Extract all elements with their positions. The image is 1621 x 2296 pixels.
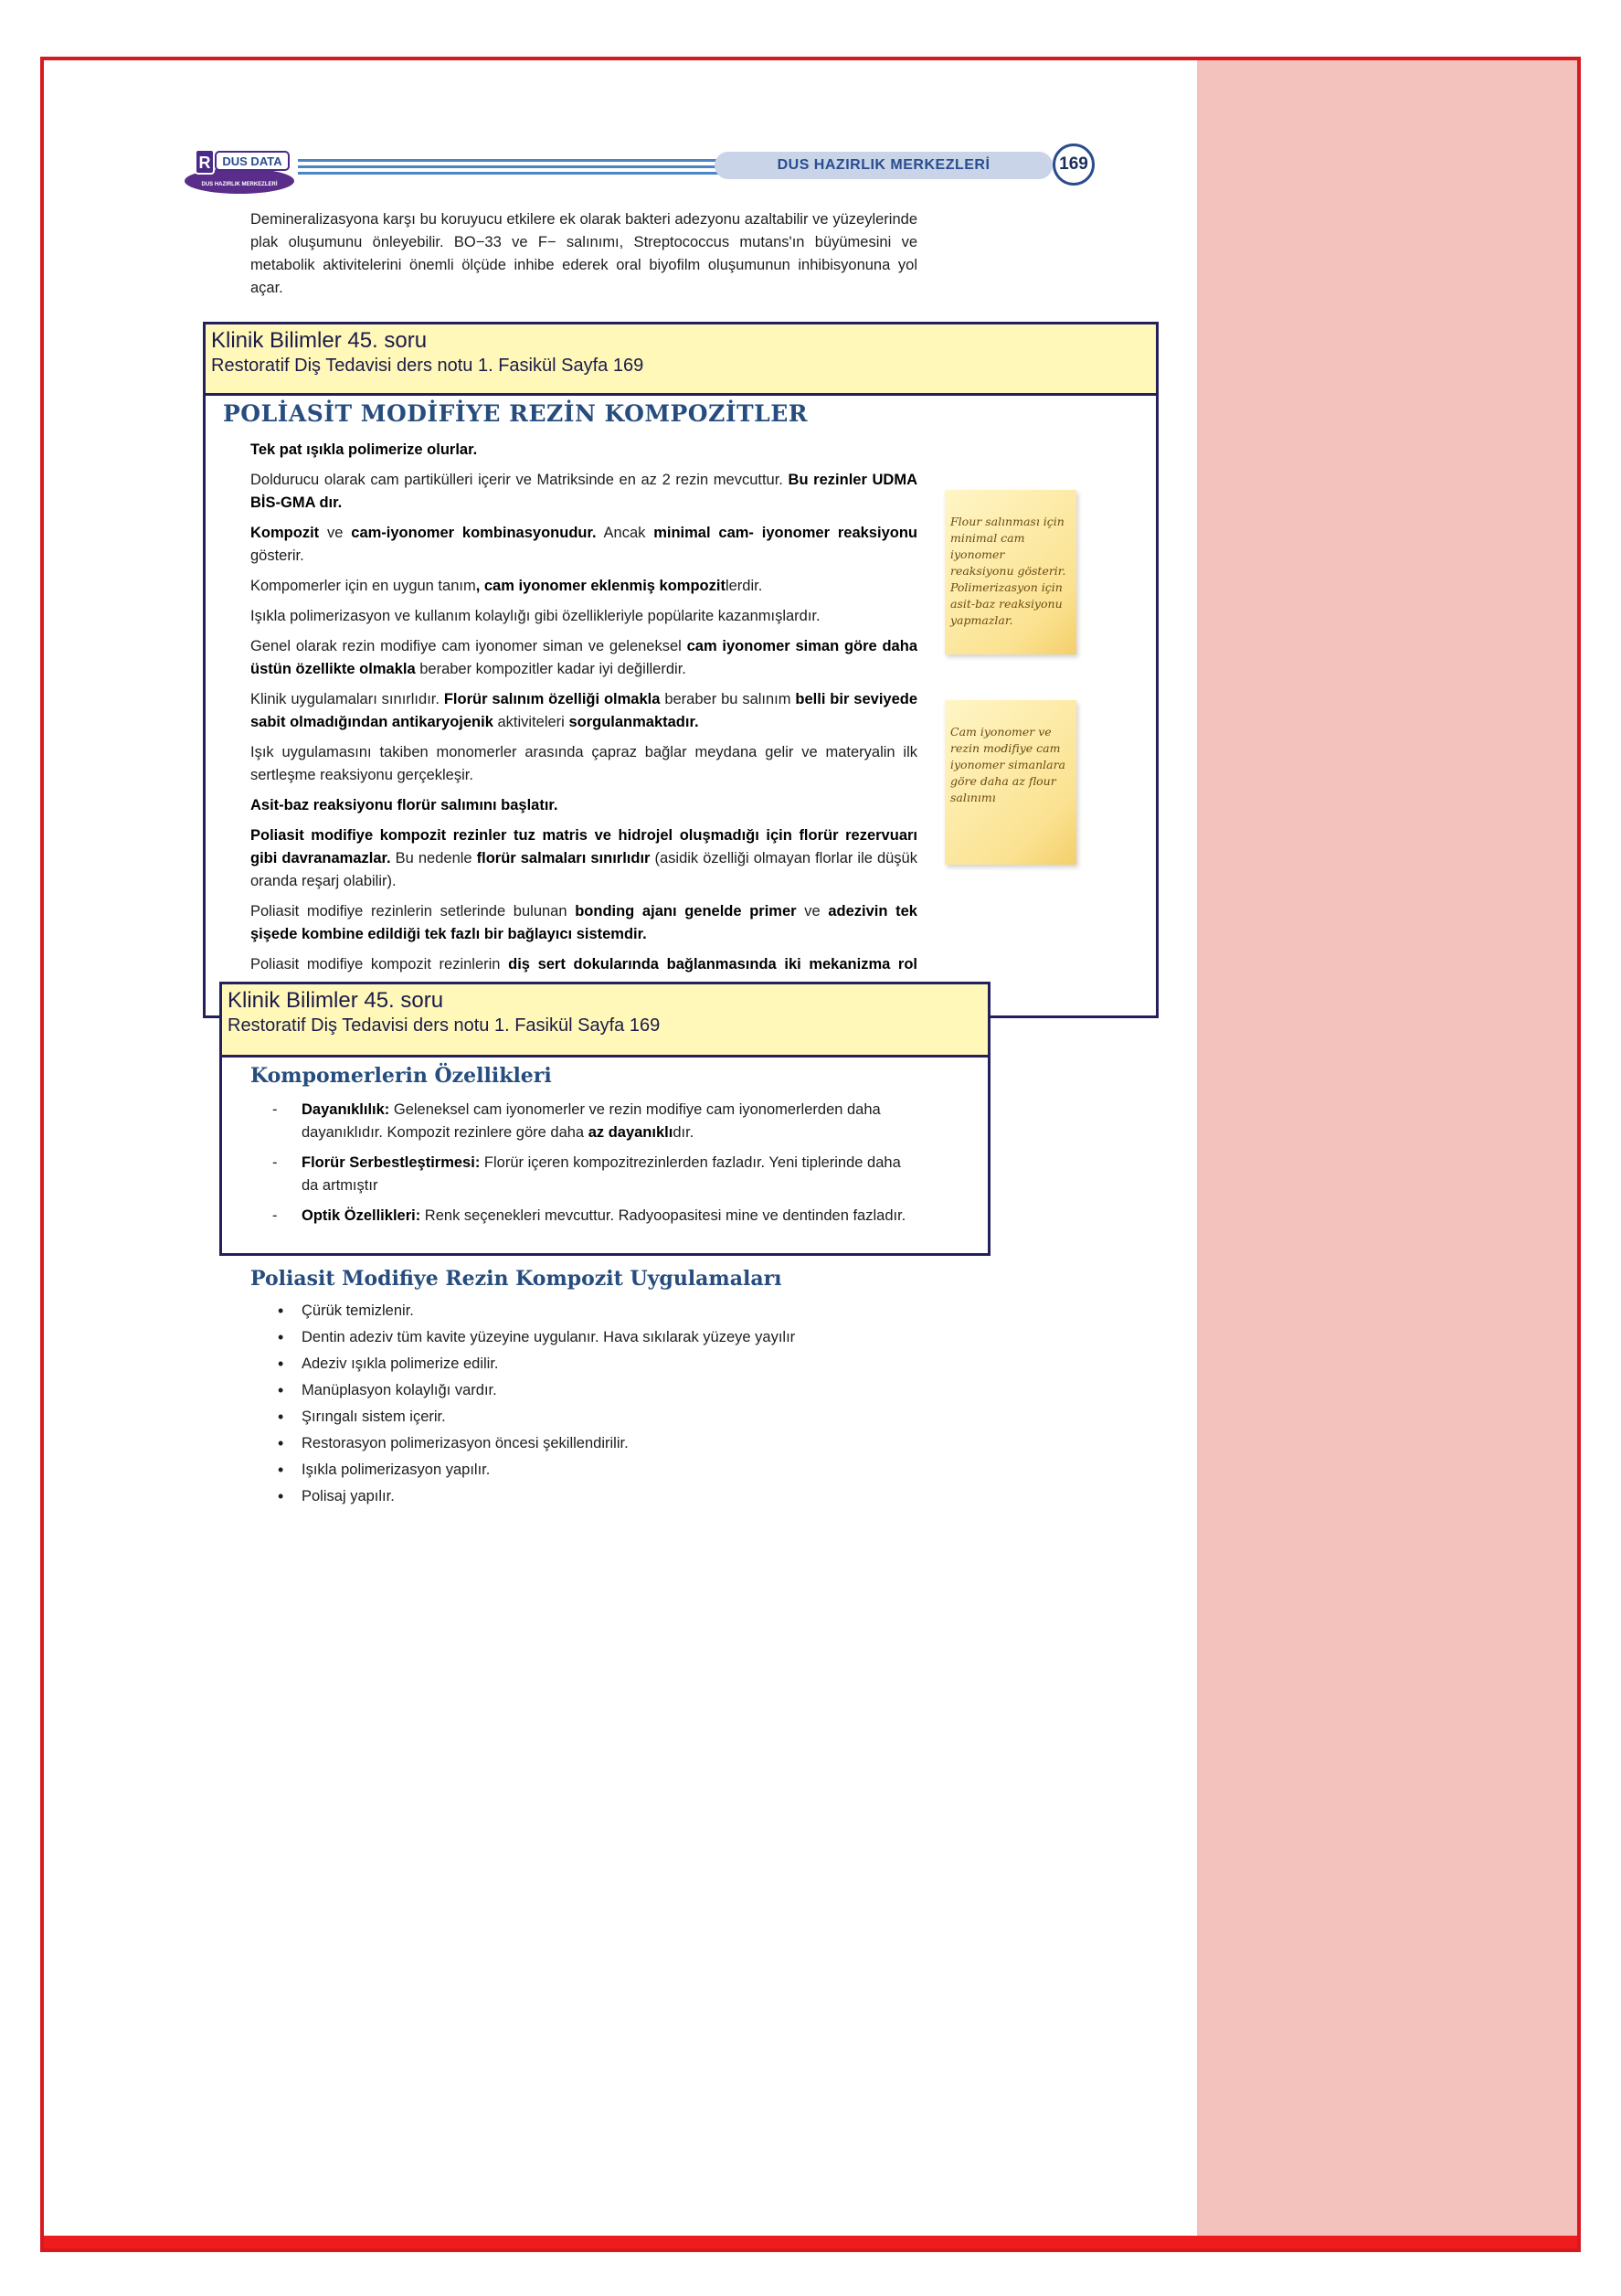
side-panel: [1197, 60, 1581, 2248]
application-step: • Işıkla polimerizasyon yapılır.: [250, 1459, 917, 1482]
s1-p11-text-1: Poliasit modifiye rezinlerin setlerinde bulunan: [250, 903, 576, 919]
property-item-b: Optik Özellikleri:: [302, 1207, 421, 1224]
question-label-2-title: Klinik Bilimler 45. soru: [228, 988, 444, 1013]
s1-p3-text-2: Ancak: [596, 525, 654, 541]
s1-p6-bold: cam iyonomer siman göre daha üstün özellikte olmakla: [250, 638, 917, 677]
section-title-kompomer: Kompomerlerin Özellikleri: [250, 1064, 552, 1088]
s1-p7-bold-2: belli bir seviyede sabit olmadığından antikaryojenik: [250, 691, 917, 730]
property-item-a1: Florür içeren kompozitrezinlerden fazladır. Yeni tiplerinde daha da artmıştır: [302, 1154, 901, 1194]
property-item-a2: dır.: [673, 1124, 694, 1141]
s1-p9: Asit-baz reaksiyonu florür salımını başlatır.: [250, 797, 558, 813]
sticky-note-2: Cam iyonomer ve rezin modifiye cam iyonomer simanlara göre daha az flour salınımı: [945, 700, 1076, 865]
property-item: [250, 1205, 917, 1228]
application-step: • Polisaj yapılır.: [250, 1485, 917, 1508]
s1-p12-bold: diş sert dokularında bağlanmasında iki mekanizma rol: [508, 956, 917, 973]
s1-p1: Tek pat ışıkla polimerize olurlar.: [250, 441, 478, 458]
s1-p7-text-3: aktiviteleri: [493, 714, 569, 730]
s1-p7-text-1: Klinik uygulamaları sınırlıdır.: [250, 691, 444, 707]
s1-p3-bold-3: minimal cam- iyonomer reaksiyonu: [653, 525, 917, 541]
application-step: • Şırıngalı sistem içerir.: [250, 1406, 917, 1429]
question-label-2: [222, 984, 988, 1058]
question-label-1-title: Klinik Bilimler 45. soru: [211, 328, 428, 353]
application-step: • Çürük temizlenir.: [250, 1300, 917, 1323]
s1-p4-text-1: Kompomerler için en uygun tanım: [250, 578, 476, 594]
s1-p8: Işık uygulamasını takiben monomerler arasında çapraz bağlar meydana gelir ve materyalin ilk sertleşme reaksiyonu gerçekleşir.: [250, 744, 917, 783]
question-label-1-source: Restoratif Diş Tedavisi ders notu 1. Fasikül Sayfa 169: [211, 356, 644, 376]
section1-body: [250, 439, 917, 978]
intro-text: [250, 208, 917, 307]
application-step: • Restorasyon polimerizasyon öncesi şekillendirilir.: [250, 1432, 917, 1455]
section3-list: [250, 1300, 917, 1512]
intro-paragraph: Demineralizasyona karşı bu koruyucu etkilere ek olarak bakteri adezyonu azaltabilir ve yüzeylerinde plak oluşumunu önleyebilir. BO−33 ve F− salınımı, Streptococcus mutans'ın büyümesini ve metabolik aktivitelerini önemli ölçüde inhibe ederek oral biyofilm oluşumunun inhibisyonuna yol açar.: [250, 211, 917, 296]
property-item: [250, 1099, 917, 1144]
s1-p11-bold-1: bonding ajanı genelde primer: [575, 903, 797, 919]
properties-list: [250, 1099, 917, 1228]
property-item-b2: az dayanıklı: [588, 1124, 673, 1141]
s1-p10-text-2: (asidik özelliği olmayan florlar ile düşük oranda reşarj olabilir).: [250, 850, 917, 889]
property-item-b: Florür Serbestleştirmesi:: [302, 1154, 481, 1171]
s1-p10-bold-2: florür salmaları sınırlıdır: [476, 850, 651, 866]
s1-p7-bold-1: Florür salınım özelliği olmakla: [443, 691, 661, 707]
section2-list: [250, 1099, 917, 1235]
sticky-note-1: Flour salınması için minimal cam iyonomer reaksiyonu gösterir. Polimerizasyon için asit-baz reaksiyonu yapmazlar.: [945, 490, 1076, 654]
s1-p6-text-2: beraber kompozitler kadar iyi değillerdir.: [415, 661, 686, 677]
s1-p5: Işıkla polimerizasyon ve kullanım kolaylığı gibi özellikleriyle popülarite kazanmışlardır.: [250, 608, 821, 624]
application-steps-list: [250, 1300, 917, 1508]
s1-p11-bold-2: adezivin tek şişede kombine edildiği tek fazlı bir bağlayıcı sistemdir.: [250, 903, 917, 942]
property-item-a1: Geleneksel cam iyonomerler ve rezin modifiye cam iyonomerlerden daha dayanıklıdır. Kompozit rezinlere göre daha: [302, 1101, 881, 1141]
header-title: DUS HAZIRLIK MERKEZLERİ: [715, 152, 1053, 179]
s1-p10-bold-1: Poliasit modifiye kompozit rezinler tuz matris ve hidrojel oluşmadığı için florür rezervuarı gibi davranamazlar.: [250, 827, 917, 866]
s1-p6-text-1: Genel olarak rezin modifiye cam iyonomer siman ve geleneksel: [250, 638, 687, 654]
question-label-2-source: Restoratif Diş Tedavisi ders notu 1. Fasikül Sayfa 169: [228, 1015, 661, 1036]
s1-p4-bold: , cam iyonomer eklenmiş kompozit: [475, 578, 726, 594]
svg-text:R: R: [198, 154, 211, 172]
document-page: [44, 60, 1197, 2248]
application-step: • Adeziv ışıkla polimerize edilir.: [250, 1353, 917, 1376]
s1-p11-text-2: ve: [796, 903, 829, 919]
s1-p7-text-2: beraber bu salınım: [660, 691, 796, 707]
property-item-a1: Renk seçenekleri mevcuttur. Radyoopasitesi mine ve dentinden fazladır.: [420, 1207, 906, 1224]
property-item-b: Dayanıklılık:: [302, 1101, 390, 1118]
page-number: 169: [1053, 144, 1095, 186]
property-item: [250, 1152, 917, 1197]
document-frame: [40, 57, 1581, 2252]
s1-p2-bold: Bu rezinler UDMA BİS-GMA dır.: [250, 472, 917, 511]
application-step: • Dentin adeziv tüm kavite yüzeyine uygulanır. Hava sıkılarak yüzeye yayılır: [250, 1326, 917, 1349]
section-title-poliasit: POLİASİT MODİFİYE REZİN KOMPOZİTLER: [223, 400, 809, 427]
logo-text: DUS DATA: [222, 154, 282, 168]
s1-p2-text: Doldurucu olarak cam partikülleri içerir ve Matriksinde en az 2 rezin mevcuttur.: [250, 472, 789, 488]
s1-p7-bold-3: sorgulanmaktadır.: [568, 714, 699, 730]
s1-p4-text-2: lerdir.: [725, 578, 763, 594]
question-label-1: [206, 324, 1156, 396]
section-title-uygulama: Poliasit Modifiye Rezin Kompozit Uygulamaları: [250, 1267, 782, 1291]
bottom-bar: [44, 2236, 1577, 2248]
s1-p3-text-1: ve: [319, 525, 352, 541]
s1-p3-bold-2: cam-iyonomer kombinasyonudur.: [351, 525, 597, 541]
s1-p10-text-1: Bu nedenle: [390, 850, 477, 866]
s1-p3-bold-1: Kompozit: [250, 525, 320, 541]
logo-sub: DUS HAZIRLIK MERKEZLERİ: [201, 182, 278, 187]
s1-p3-text-3: gösterir.: [250, 547, 304, 564]
s1-p12-text-1: Poliasit modifiye kompozit rezinlerin: [250, 956, 509, 973]
dus-data-logo: [183, 144, 296, 196]
application-step: • Manüplasyon kolaylığı vardır.: [250, 1379, 917, 1402]
